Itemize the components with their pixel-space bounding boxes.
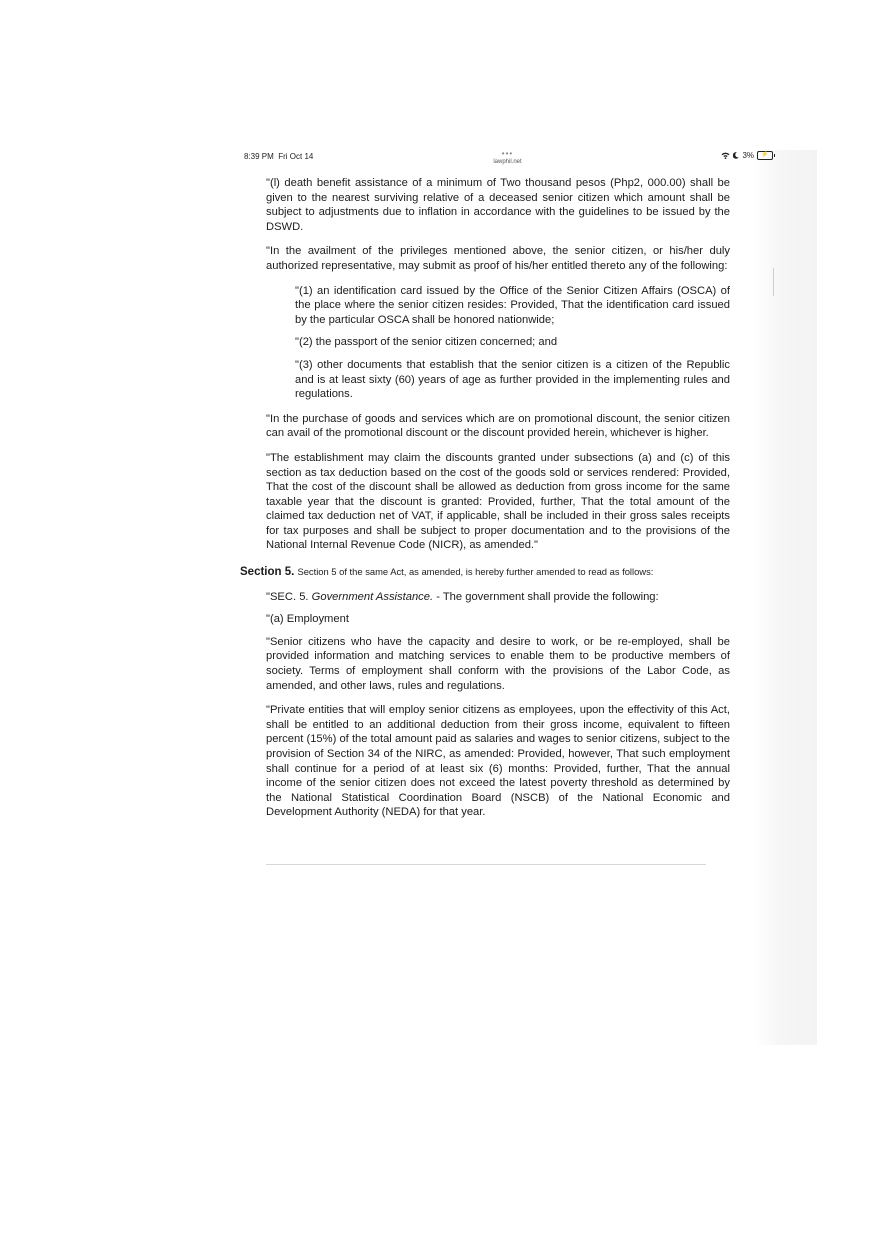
tablet-screen (240, 148, 775, 868)
url-label[interactable]: lawphil.net (493, 159, 522, 165)
sec5-title: Government Assistance. (311, 590, 434, 603)
paragraph-death-benefit: "(l) death benefit assistance of a minimum of Two thousand pesos (Php2, 000.00) shall be given to the nearest surviving relative of a deceased senior citizen which amount shall be subject to adjustments due to inflation in accordance with the guidelines to be issued by the DSWD. (266, 177, 730, 233)
battery-percent: 3% (742, 151, 754, 160)
battery-charging-icon: ⚡ (757, 151, 773, 160)
item-a-employment: "(a) Employment (266, 613, 349, 626)
sec5-rest: - The government shall provide the following: (436, 590, 659, 603)
divider (266, 864, 706, 865)
paragraph-senior-employment: "Senior citizens who have the capacity and desire to work, or be re-employed, shall be provided information and matching services to enable them to be productive members of society. Terms of employment shall conform with the provisions of the Labor Code, as amended, and other laws, rules and regulations. (266, 635, 730, 692)
section-5-heading (240, 565, 775, 580)
list-item-3: "(3) other documents that establish that the senior citizen is a citizen of the Republic and is at least sixty (60) years of age as further provided in the implementing rules and regulations. (295, 358, 730, 401)
section-label: Section 5. (240, 566, 295, 579)
list-item-1: "(1) an identification card issued by the Office of the Senior Citizen Affairs (OSCA) of the place where the senior citizen resides: Provided, That the identification card issued by the particular OSCA shall be honored nationwide; (295, 284, 730, 326)
list-item-2: "(2) the passport of the senior citizen concerned; and (295, 336, 558, 349)
sec5-prefix: "SEC. 5. (266, 590, 309, 603)
paragraph-availment: "In the availment of the privileges mentioned above, the senior citizen, or his/her duly authorized representative, may submit as proof of his/her entitled thereto any of the following: (266, 245, 730, 272)
status-bar (240, 148, 775, 172)
address-bar[interactable] (240, 151, 775, 165)
sec5-title-line (240, 590, 775, 605)
more-dots-icon[interactable]: ••• (501, 149, 514, 158)
status-date: Fri Oct 14 (278, 152, 314, 161)
wifi-icon (721, 152, 730, 159)
section-intro: Section 5 of the same Act, as amended, is hereby further amended to read as follows: (297, 566, 654, 578)
document-body (240, 176, 775, 820)
moon-icon (733, 152, 739, 159)
status-time: 8:39 PM (244, 152, 274, 161)
paragraph-promotional: "In the purchase of goods and services which are on promotional discount, the senior citizen can avail of the promotional discount or the discount provided herein, whichever is higher. (266, 412, 730, 440)
paragraph-private-entities: "Private entities that will employ senior citizens as employees, upon the effectivity of this Act, shall be entitled to an additional deduction from their gross income, equivalent to fifteen percent (15%) of the total amount paid as salaries and wages to senior citizens, subject to the provision of Section 34 of the NIRC, as amended: Provided, however, That such employment shall continue for a period of at least six (6) months: Provided, further, That the annual income of the senior citizen does not exceed the latest poverty threshold as determined by the National Statistical Coordination Board (NSCB) of the National Economic and Development Authority (NEDA) for that year. (266, 704, 730, 819)
paragraph-establishment: "The establishment may claim the discounts granted under subsections (a) and (c) of this section as tax deduction based on the cost of the goods sold or services rendered: Provided, That the cost of the discount shall be allowed as deduction from gross income for the same taxable year that the discount is granted: Provided, further, That the total amount of the claimed tax deduction net of VAT, if applicable, shall be included in their gross sales receipts for tax purposes and shall be subject to proper documentation and to the provisions of the National Internal Revenue Code (NICR), as amended." (266, 451, 730, 552)
status-indicators (721, 151, 773, 160)
